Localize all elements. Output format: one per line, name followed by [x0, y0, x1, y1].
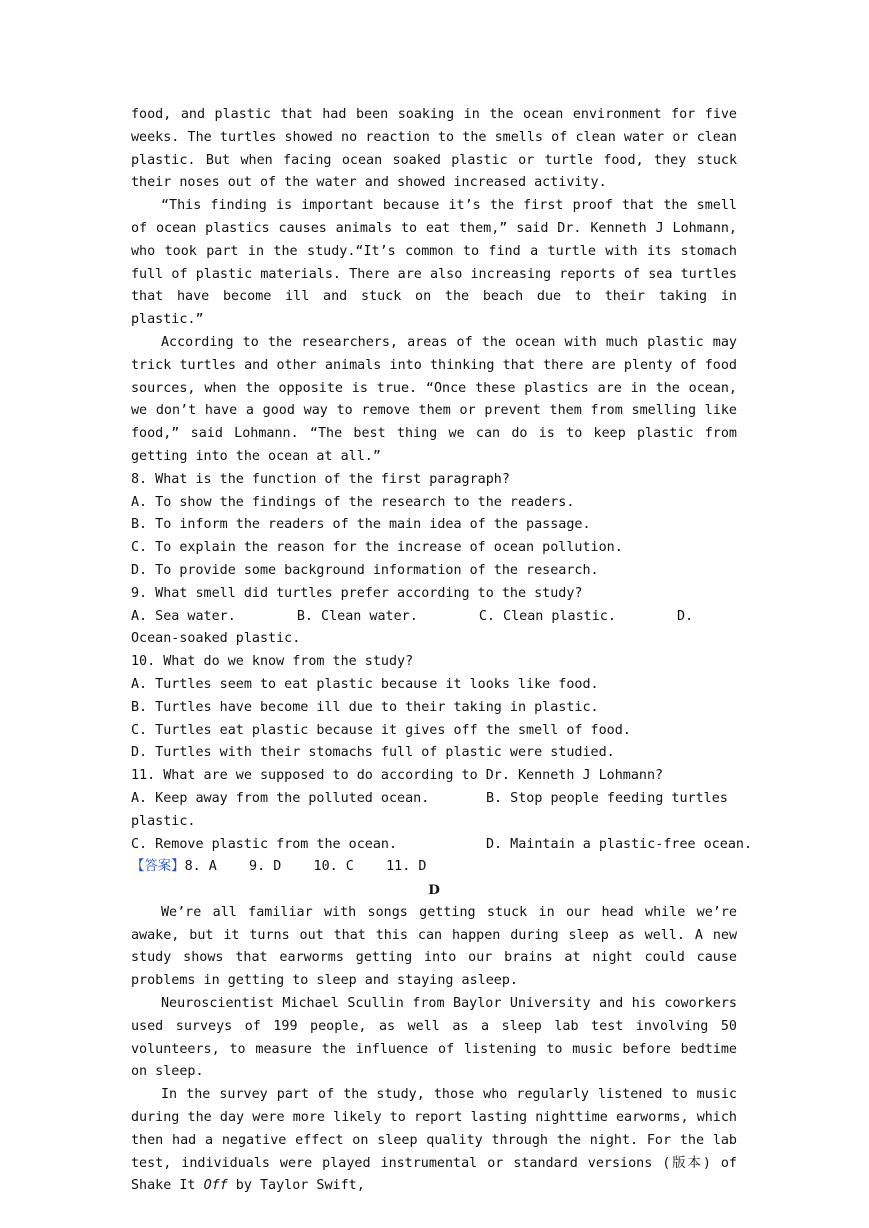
question-9-option-a: A. Sea water. — [131, 608, 236, 624]
question-11-options-row-2 — [131, 834, 753, 857]
question-11-option-d: D. Maintain a plastic-free ocean. — [486, 836, 753, 852]
question-10-option-c: C. Turtles eat plastic because it gives off the smell of food. — [131, 722, 631, 738]
question-8-option-d: D. To provide some background information of the research. — [131, 562, 599, 578]
question-9-option-d-continued: Ocean-soaked plastic. — [131, 631, 301, 647]
document-page — [131, 104, 753, 1198]
answer-line — [131, 856, 737, 879]
passage-d-paragraph-3 — [131, 1084, 737, 1198]
question-11-option-a: A. Keep away from the polluted ocean. — [131, 790, 430, 806]
passage-c-paragraph-3: According to the researchers, areas of the ocean with much plastic may trick turtles and other animals into thinking that there are plenty of food sources, when the opposite is true. “Once these plastics are in the ocean, we don’t have a good way to remove them or prevent them from smelling like food,” said Lohmann. “The best thing we can do is to keep plastic from getting into the ocean at all.” — [131, 334, 737, 464]
question-9-options-row — [131, 606, 737, 629]
question-9-stem: 9. What smell did turtles prefer according to the study? — [131, 585, 583, 601]
question-8 — [131, 469, 737, 583]
question-9 — [131, 583, 737, 651]
question-9-option-d: D. — [677, 608, 694, 624]
question-10-option-b: B. Turtles have become ill due to their taking in plastic. — [131, 699, 599, 715]
question-11-option-c: C. Remove plastic from the ocean. — [131, 836, 398, 852]
question-10 — [131, 651, 737, 765]
song-title-italic: Off — [203, 1178, 228, 1194]
passage-d-paragraph-1: We’re all familiar with songs getting stuck in our head while we’re awake, but it turns out that this can happen during sleep as well. A new study shows that earworms getting into our brains at night could cause problems in getting to sleep and staying asleep. — [131, 904, 737, 989]
question-9-option-c: C. Clean plastic. — [478, 608, 616, 624]
question-9-option-b: B. Clean water. — [296, 608, 418, 624]
question-11-stem: 11. What are we supposed to do according to Dr. Kenneth J Lohmann? — [131, 768, 664, 784]
question-10-option-a: A. Turtles seem to eat plastic because it looks like food. — [131, 676, 599, 692]
question-10-option-d: D. Turtles with their stomachs full of plastic were studied. — [131, 745, 615, 761]
question-8-stem: 8. What is the function of the first paragraph? — [131, 471, 510, 487]
question-11-option-b-continued: plastic. — [131, 813, 196, 829]
question-10-stem: 10. What do we know from the study? — [131, 654, 414, 670]
section-d-heading: D — [428, 882, 440, 899]
question-8-option-b: B. To inform the readers of the main idea of the passage. — [131, 517, 591, 533]
passage-d-paragraph-3-text: In the survey part of the study, those who regularly listened to music during the day were more likely to report lasting nighttime earworms, which then had a negative effect on sleep quality through the night. For the lab test, individuals were played instrumental or standard versions (版本) of Shake It — [131, 1087, 737, 1194]
answer-tag: 【答案】 — [131, 859, 185, 875]
question-8-option-c: C. To explain the reason for the increase of ocean pollution. — [131, 540, 623, 556]
passage-c-paragraph-2: “This finding is important because it’s the first proof that the smell of ocean plastics causes animals to eat them,” said Dr. Kenneth J Lohmann, who took part in the study.“It’s common to find a turtle with its stomach full of plastic materials. There are also increasing reports of sea turtles that have become ill and stuck on the beach due to their taking in plastic.” — [131, 198, 737, 328]
passage-d-paragraph-2: Neuroscientist Michael Scullin from Baylor University and his coworkers used surveys of 199 people, as well as a sleep lab test involving 50 volunteers, to measure the influence of listening to music before bedtime on sleep. — [131, 996, 737, 1080]
question-11 — [131, 765, 753, 856]
question-11-option-b: B. Stop people feeding turtles — [486, 790, 728, 806]
question-8-option-a: A. To show the findings of the research to the readers. — [131, 494, 575, 510]
answer-text: 8. A 9. D 10. C 11. D — [184, 859, 427, 875]
passage-d-paragraph-3-end: by Taylor Swift, — [227, 1178, 365, 1194]
question-11-options-row-1 — [131, 788, 737, 811]
passage-c-paragraph-1: food, and plastic that had been soaking in the ocean environment for five weeks. The turtles showed no reaction to the smells of clean water or clean plastic. But when facing ocean soaked plastic or turtle food, they stuck their noses out of the water and showed increased activity. — [131, 107, 737, 191]
